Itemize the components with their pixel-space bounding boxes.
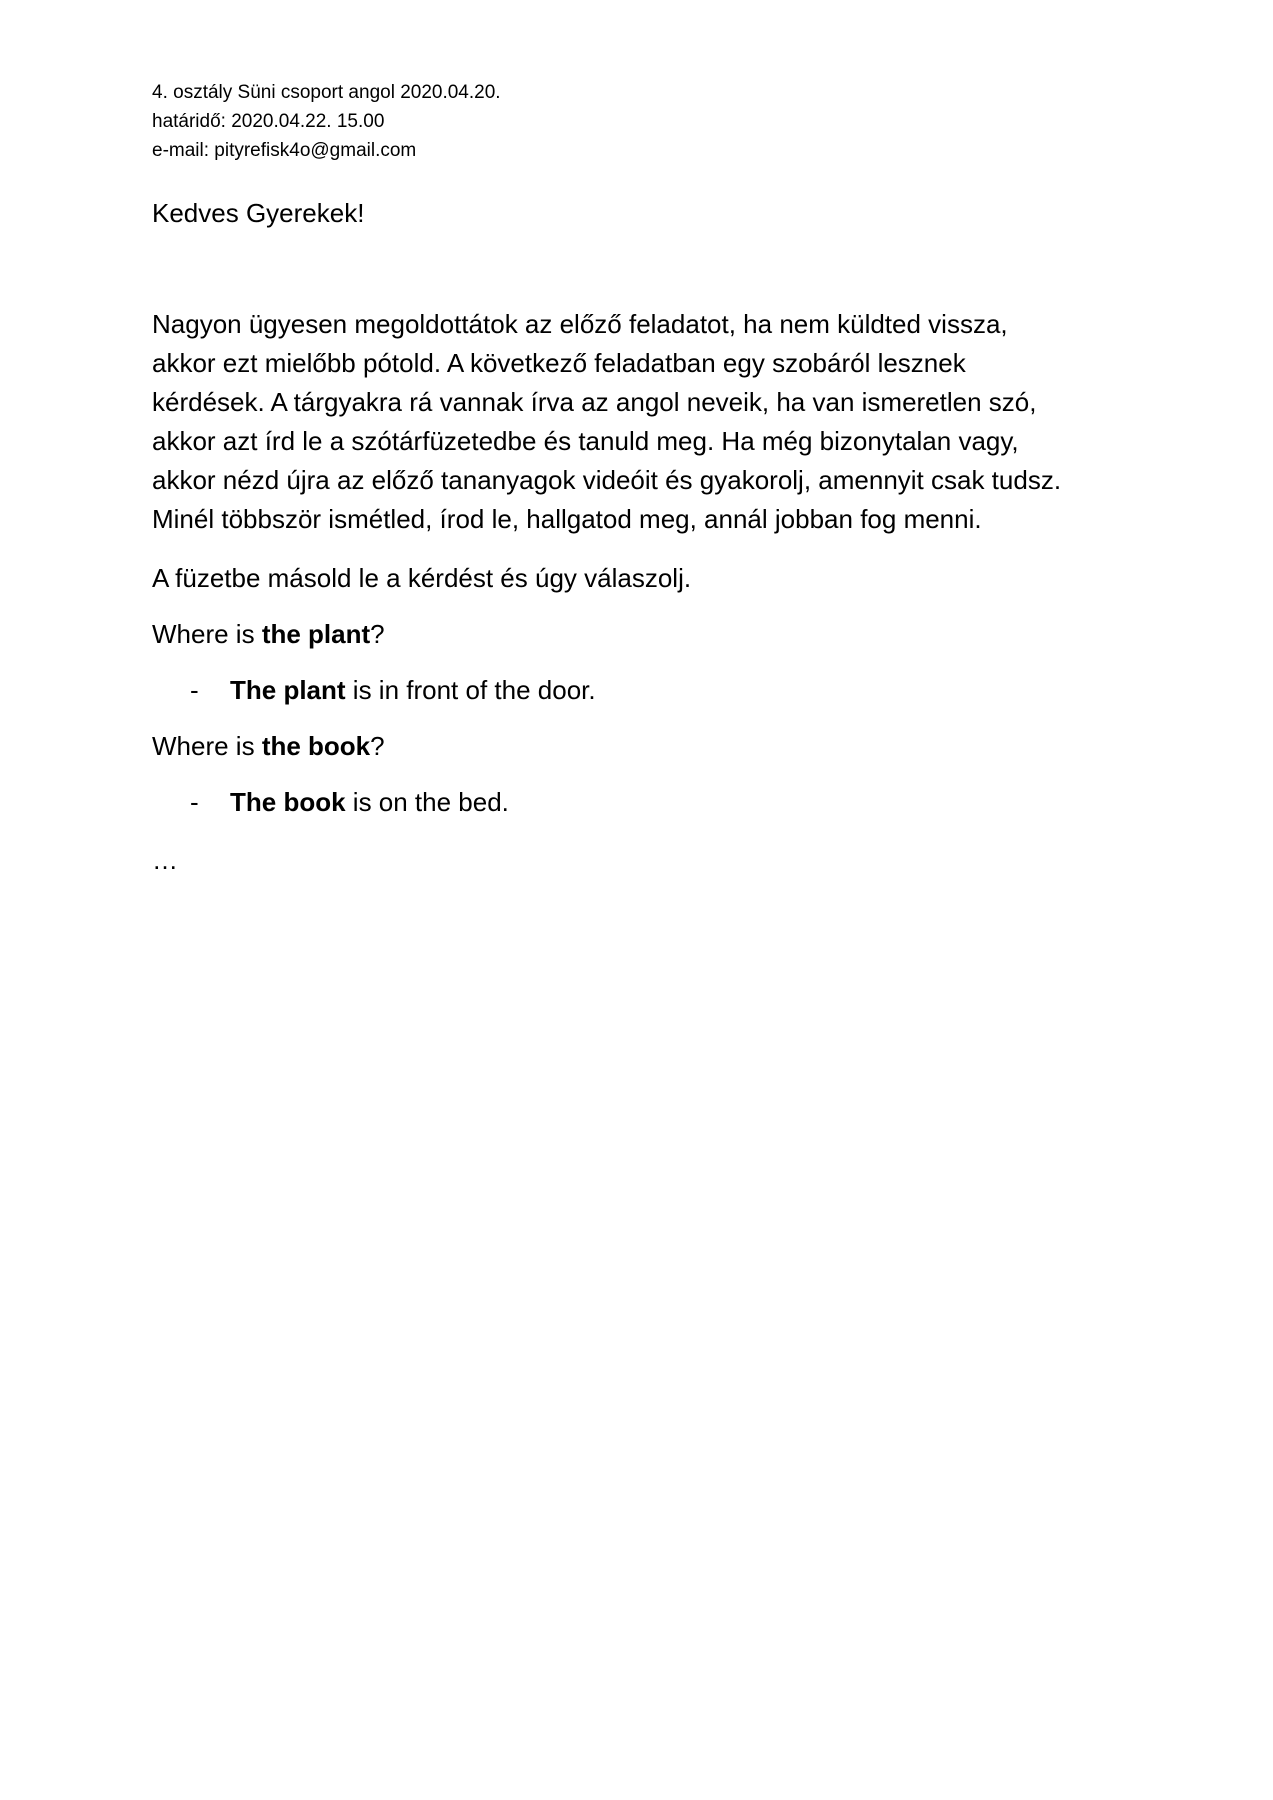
intro-line: Minél többször ismétled, írod le, hallgatod meg, annál jobban fog menni. [152, 504, 982, 534]
header-deadline-line: határidő: 2020.04.22. 15.00 [152, 111, 385, 132]
intro-line: akkor ezt mielőbb pótold. A következő feladatban egy szobáról lesznek [152, 348, 966, 378]
question-prefix: Where is [152, 731, 262, 761]
question-subject: the book [261, 731, 371, 761]
question-suffix: ? [370, 619, 385, 649]
ellipsis: … [152, 845, 178, 875]
example-answer [190, 673, 596, 707]
answer-dash: - [190, 787, 199, 817]
intro-line: akkor nézd újra az előző tananyagok videóit és gyakorolj, amennyit csak tudsz. [152, 465, 1062, 495]
example-answer [190, 785, 509, 819]
answer-subject: The plant [230, 675, 346, 705]
header-email-line: e-mail: pityrefisk4o@gmail.com [152, 140, 417, 161]
example-question [152, 729, 385, 763]
question-suffix: ? [370, 731, 385, 761]
answer-dash: - [190, 675, 199, 705]
answer-rest: is on the bed. [345, 787, 509, 817]
intro-paragraph [152, 305, 1152, 539]
intro-line: kérdések. A tárgyakra rá vannak írva az angol neveik, ha van ismeretlen szó, [152, 387, 1037, 417]
answer-rest: is in front of the door. [345, 675, 596, 705]
question-prefix: Where is [152, 619, 262, 649]
example-question [152, 617, 385, 651]
answer-subject: The book [230, 787, 346, 817]
question-subject: the plant [261, 619, 371, 649]
greeting: Kedves Gyerekek! [152, 198, 365, 228]
instruction: A füzetbe másold le a kérdést és úgy válaszolj. [152, 563, 692, 593]
intro-line: akkor azt írd le a szótárfüzetedbe és tanuld meg. Ha még bizonytalan vagy, [152, 426, 1019, 456]
document-header [152, 78, 852, 165]
header-class-line: 4. osztály Süni csoport angol 2020.04.20. [152, 82, 501, 103]
intro-line: Nagyon ügyesen megoldottátok az előző feladatot, ha nem küldted vissza, [152, 309, 1008, 339]
